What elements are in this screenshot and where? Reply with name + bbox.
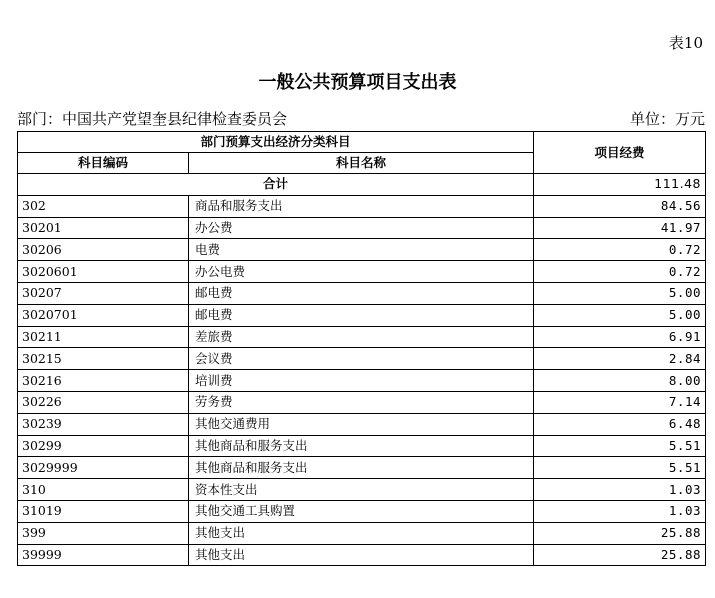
- amount-header: 项目经费: [534, 132, 706, 174]
- row-amount: 25.88: [534, 522, 706, 544]
- row-name: 办公费: [189, 217, 534, 239]
- row-amount: 7.14: [534, 391, 706, 413]
- table-row: [18, 370, 706, 392]
- row-code: 30211: [18, 326, 189, 348]
- row-code: 30207: [18, 282, 189, 304]
- budget-table: [17, 131, 706, 566]
- row-code: 30201: [18, 217, 189, 239]
- row-amount: 5.00: [534, 304, 706, 326]
- table-row: [18, 239, 706, 261]
- row-name: 其他交通工具购置: [189, 500, 534, 522]
- table-row: [18, 195, 706, 217]
- row-code: 310: [18, 479, 189, 501]
- table-row: [18, 348, 706, 370]
- row-code: 30299: [18, 435, 189, 457]
- row-name: 会议费: [189, 348, 534, 370]
- row-name: 办公电费: [189, 261, 534, 283]
- table-row: [18, 261, 706, 283]
- row-name: 其他支出: [189, 544, 534, 566]
- row-name: 劳务费: [189, 391, 534, 413]
- department-label: 部门：中国共产党望奎县纪律检查委员会: [17, 110, 288, 128]
- table-row: [18, 217, 706, 239]
- row-name: 其他商品和服务支出: [189, 457, 534, 479]
- row-code: 30216: [18, 370, 189, 392]
- row-name: 邮电费: [189, 304, 534, 326]
- row-code: 31019: [18, 500, 189, 522]
- row-amount: 5.51: [534, 457, 706, 479]
- row-code: 30215: [18, 348, 189, 370]
- table-row: [18, 522, 706, 544]
- row-code: 39999: [18, 544, 189, 566]
- row-amount: 8.00: [534, 370, 706, 392]
- row-name: 其他支出: [189, 522, 534, 544]
- code-header: 科目编码: [18, 153, 189, 174]
- table-row: [18, 457, 706, 479]
- name-header: 科目名称: [189, 153, 534, 174]
- row-name: 邮电费: [189, 282, 534, 304]
- table-row: [18, 435, 706, 457]
- row-amount: 6.48: [534, 413, 706, 435]
- total-row: [18, 174, 706, 196]
- row-name: 资本性支出: [189, 479, 534, 501]
- row-name: 商品和服务支出: [189, 195, 534, 217]
- row-name: 差旅费: [189, 326, 534, 348]
- row-amount: 0.72: [534, 239, 706, 261]
- row-amount: 2.84: [534, 348, 706, 370]
- row-amount: 25.88: [534, 544, 706, 566]
- table-row: [18, 391, 706, 413]
- row-code: 30226: [18, 391, 189, 413]
- table-row: [18, 500, 706, 522]
- row-amount: 84.56: [534, 195, 706, 217]
- meta-line: [17, 108, 705, 129]
- group-header: 部门预算支出经济分类科目: [18, 132, 534, 153]
- row-amount: 5.00: [534, 282, 706, 304]
- table-row: [18, 282, 706, 304]
- total-value: 111.48: [534, 174, 706, 196]
- row-code: 30239: [18, 413, 189, 435]
- table-number: 表10: [668, 34, 703, 52]
- row-name: 电费: [189, 239, 534, 261]
- table-row: [18, 413, 706, 435]
- row-name: 培训费: [189, 370, 534, 392]
- row-amount: 0.72: [534, 261, 706, 283]
- row-amount: 1.03: [534, 479, 706, 501]
- table-row: [18, 326, 706, 348]
- row-name: 其他商品和服务支出: [189, 435, 534, 457]
- row-code: 302: [18, 195, 189, 217]
- row-amount: 41.97: [534, 217, 706, 239]
- row-code: 3020601: [18, 261, 189, 283]
- row-code: 3029999: [18, 457, 189, 479]
- row-name: 其他交通费用: [189, 413, 534, 435]
- row-code: 399: [18, 522, 189, 544]
- row-amount: 5.51: [534, 435, 706, 457]
- row-code: 3020701: [18, 304, 189, 326]
- table-row: [18, 544, 706, 566]
- page-title: 一般公共预算项目支出表: [258, 72, 457, 93]
- row-amount: 6.91: [534, 326, 706, 348]
- row-amount: 1.03: [534, 500, 706, 522]
- table-row: [18, 479, 706, 501]
- unit-label: 单位：万元: [629, 110, 705, 128]
- total-label: 合计: [18, 174, 534, 196]
- row-code: 30206: [18, 239, 189, 261]
- table-row: [18, 304, 706, 326]
